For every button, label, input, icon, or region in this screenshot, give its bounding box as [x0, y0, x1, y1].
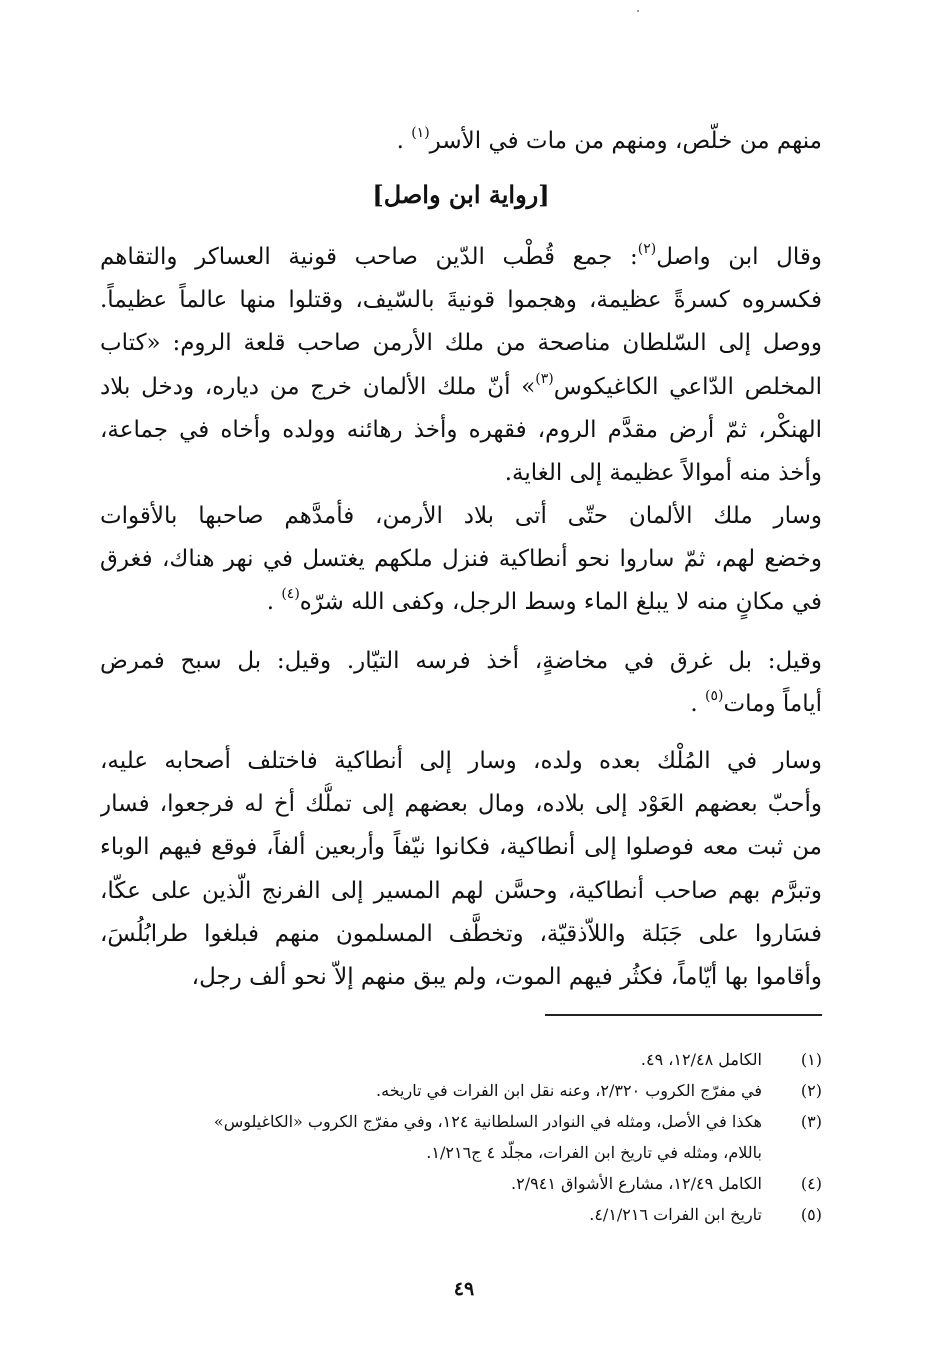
text-line: [100, 366, 822, 409]
text-line: [100, 538, 822, 581]
text-line: [100, 683, 822, 726]
text-line: [100, 640, 822, 683]
footnote-item: [100, 1168, 822, 1199]
section-heading: [رواية ابن واصل]: [372, 180, 550, 209]
footnote-number: (٤): [800, 1174, 822, 1193]
text-line: [100, 581, 822, 624]
footnote-text: [100, 1168, 762, 1199]
text-line: [100, 495, 822, 538]
footnote-text: [100, 1044, 762, 1075]
text-segment: وقيل: بل غرق في مخاضةٍ، أخذ فرسه التيّار. وقيل: بل سبح فمرض: [100, 648, 822, 674]
text-segment: المخلص الدّاعي الكاغيكوس: [553, 373, 822, 400]
page-number: ٤٩: [453, 1278, 475, 1300]
text-segment: وأقاموا بها أيّاماً، فكثُر فيهم الموت، ولم يبق منهم إلاّ نحو ألف رجل،: [191, 963, 822, 990]
text-segment: وخضع لهم، ثمّ ساروا نحو أنطاكية فنزل ملكهم يغتسل في نهر هناك، فغرق: [100, 546, 822, 573]
text-line: [100, 279, 822, 322]
footnote-line: الكامل ١٢/٤٩، مشارع الأشواق ٢/٩٤١.: [511, 1174, 762, 1193]
footnote-line: باللام، ومثله في تاريخ ابن الفرات، مجلّد ٤ ج١/٢١٦.: [426, 1143, 762, 1162]
text-segment: وأحبّ بعضهم العَوْد إلى بلاده، ومال بعضهم إلى تملُّك أخ له فرجعوا، فسار: [100, 791, 822, 818]
text-segment: : جمع قُطْب الدّين صاحب قونية العساكر والتقاهم: [100, 244, 638, 270]
footnote-divider: [545, 1014, 822, 1016]
text-segment: .: [396, 128, 412, 154]
text-line: [100, 870, 822, 913]
footnote-reference: (٢): [637, 241, 657, 257]
footnotes: [100, 1044, 822, 1230]
scan-speck: [637, 10, 639, 12]
footnote-line: في مفرّج الكروب ٢/٣٢٠، وعنه نقل ابن الفرات في تاريخه.: [376, 1081, 762, 1100]
text-segment: وسار في المُلْك بعده ولده، وسار إلى أنطاكية فاختلف أصحابه عليه،: [100, 748, 822, 774]
footnote-reference: (٣): [535, 370, 554, 387]
footnote-reference: (١): [411, 125, 430, 141]
footnote-text: [100, 1199, 762, 1230]
footnote-number: (٢): [800, 1081, 822, 1100]
text-line: [100, 236, 822, 279]
text-segment: » أنّ ملك الألمان خرج من دياره، ودخل بلاد: [100, 373, 536, 400]
text-segment: أياماً ومات: [723, 691, 822, 718]
footnote-item: [100, 1075, 822, 1106]
text-segment: في مكانٍ منه لا يبلغ الماء وسط الرجل، وكفى الله شرّه: [299, 589, 822, 616]
footnote-line: هكذا في الأصل، ومثله في النوادر السلطانية ١٢٤، وفي مفرّج الكروب «الكاغيلوس»: [213, 1112, 762, 1131]
footnote-line: الكامل ١٢/٤٨، ٤٩.: [640, 1050, 762, 1069]
text-segment: وسار ملك الألمان حتّى أتى بلاد الأرمن، فأمدَّهم صاحبها بالأقوات: [100, 503, 822, 529]
footnote-reference: (٤): [281, 586, 300, 603]
paragraph-alternate-account: [100, 640, 822, 726]
text-segment: .: [690, 691, 705, 718]
text-segment: الهنكْر، ثمّ أرض مقدَّم الروم، فقهره وأخذ رهائنه وولده وأخاه في جماعة،: [100, 416, 822, 443]
footnote-number: (١): [800, 1050, 822, 1069]
text-segment: ووصل إلى السّلطان مناصحة من ملك الأرمن صاحب قلعة الروم: «كتاب: [100, 330, 822, 357]
text-segment: وتبرَّم بهم صاحب أنطاكية، وحسَّن لهم المسير إلى الفرنج الّذين على عكّا،: [100, 877, 822, 904]
text-line: [100, 120, 822, 163]
footnote-number: (٣): [800, 1112, 822, 1131]
text-segment: من ثبت معه فوصلوا إلى أنطاكية، فكانوا نيّفاً وأربعين ألفاً، فوقع فيهم الوباء: [100, 834, 822, 861]
paragraph-german-king: [100, 495, 822, 625]
text-line: [100, 956, 822, 999]
footnote-item: [100, 1044, 822, 1075]
text-segment: وقال ابن واصل: [656, 244, 822, 270]
text-line: [100, 740, 822, 783]
footnote-item: [100, 1106, 822, 1168]
text-segment: منهم من خلّص، ومنهم من مات في الأسر: [429, 128, 822, 154]
text-line: [100, 452, 822, 495]
paragraph-ibn-wasil: [100, 236, 822, 495]
footnote-item: [100, 1199, 822, 1230]
footnote-text: [100, 1106, 762, 1168]
text-line: [100, 409, 822, 452]
footnote-line: تاريخ ابن الفرات ٤/١/٢١٦.: [589, 1205, 762, 1224]
footnote-number: (٥): [800, 1205, 822, 1224]
paragraph-continuation: [100, 120, 822, 163]
text-segment: فكسروه كسرةً عظيمة، وهجموا قونيةَ بالسّيف، وقتلوا منها عالماً عظيماً.: [100, 287, 822, 314]
text-segment: فسَاروا على جَبَلة واللاّذقيّة، وتخطَّف المسلمون منهم فبلغوا طرابُلُسَ،: [100, 920, 822, 947]
text-line: [100, 783, 822, 826]
text-line: [100, 913, 822, 956]
text-segment: .: [266, 589, 282, 616]
paragraph-son-succession: [100, 740, 822, 999]
footnote-text: [100, 1075, 762, 1106]
text-line: [100, 322, 822, 365]
text-line: [100, 826, 822, 869]
footnote-reference: (٥): [705, 688, 724, 705]
text-segment: وأخذ منه أموالاً عظيمة إلى الغاية.: [504, 459, 822, 486]
